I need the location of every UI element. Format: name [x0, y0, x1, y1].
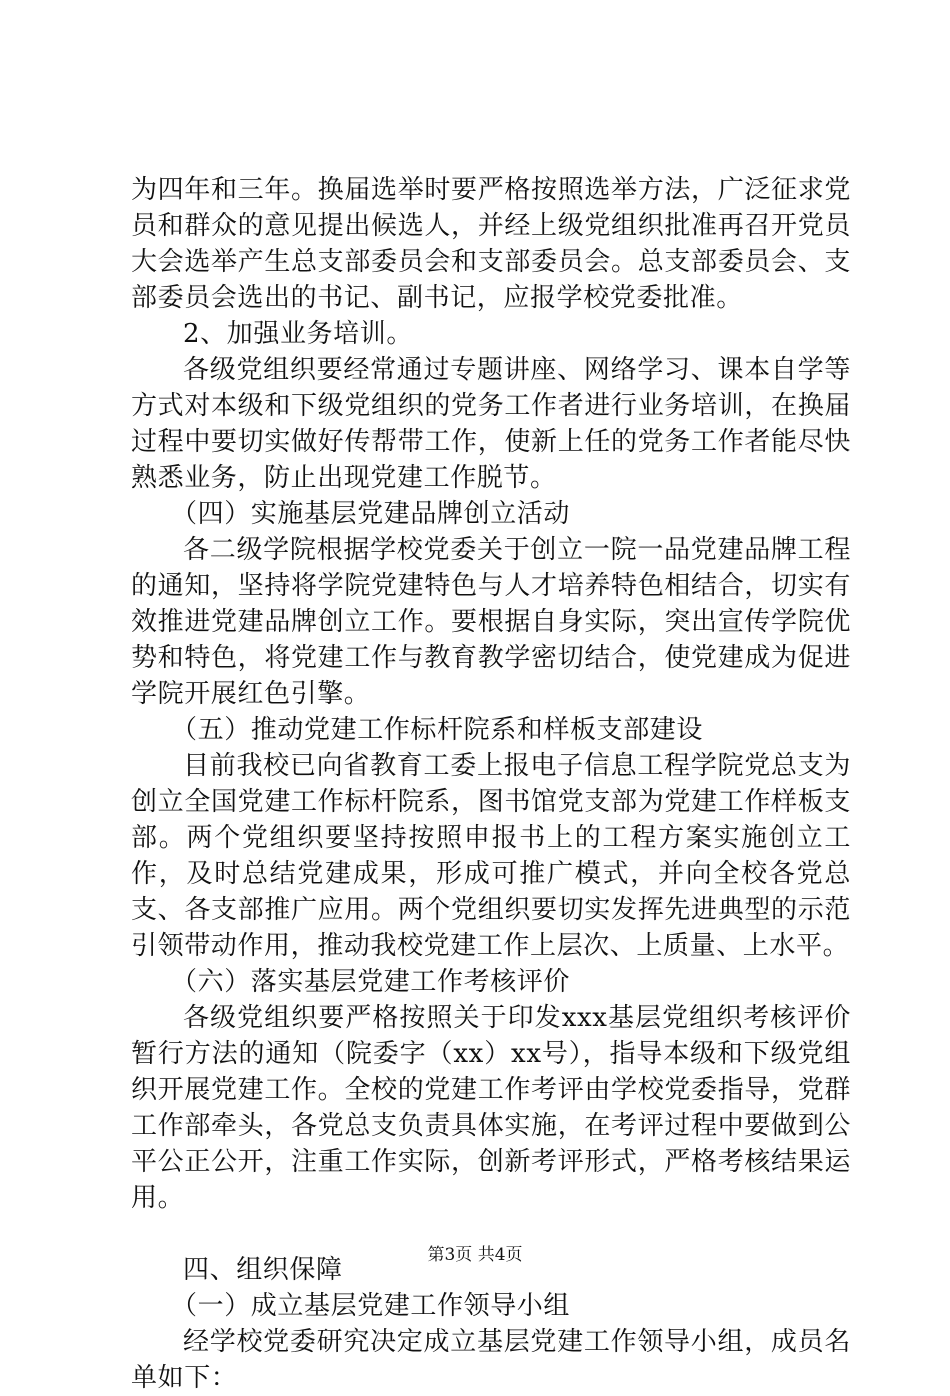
chapter-heading-organization: 四、组织保障 [183, 1255, 343, 1285]
paragraph-business-training: 各级党组织要经常通过专题讲座、网络学习、课本自学等方式对本级和下级党组织的党务工作者进行业务培训，在换届过程中要切实做好传帮带工作，使新上任的党务工作者能尽快熟悉业务，防止出现党建工作脱节。 [131, 355, 851, 493]
section-heading-5: （五）推动党建工作标杆院系和样板支部建设 [171, 715, 704, 745]
page-number-footer: 第3页 共4页 [427, 1245, 523, 1265]
section-heading-6: （六）落实基层党建工作考核评价 [171, 967, 571, 997]
subheading-business-training: 2、加强业务培训。 [183, 319, 413, 349]
paragraph-leading-group: 经学校党委研究决定成立基层党建工作领导小组，成员名单如下： [131, 1327, 851, 1393]
section-heading-leading-group: （一）成立基层党建工作领导小组 [171, 1291, 571, 1321]
document-body [131, 172, 851, 1396]
paragraph-assessment: 各级党组织要严格按照关于印发xxx基层党组织考核评价暂行方法的通知（院委字（xx）xx号），指导本级和下级党组织开展党建工作。全校的党建工作考评由学校党委指导，党群工作部牵头，各党总支负责具体实施，在考评过程中要做到公平公正公开，注重工作实际，创新考评形式，严格考核结果运用。 [131, 1003, 851, 1213]
paragraph-benchmark-building: 目前我校已向省教育工委上报电子信息工程学院党总支为创立全国党建工作标杆院系，图书馆党支部为党建工作样板支部。两个党组织要坚持按照申报书上的工程方案实施创立工作，及时总结党建成果，形成可推广模式，并向全校各党总支、各支部推广应用。两个党组织要切实发挥先进典型的示范引领带动作用，推动我校党建工作上层次、上质量、上水平。 [131, 751, 851, 961]
paragraph-election-continuation: 为四年和三年。换届选举时要严格按照选举方法，广泛征求党员和群众的意见提出候选人，并经上级党组织批准再召开党员大会选举产生总支部委员会和支部委员会。总支部委员会、支部委员会选出的书记、副书记，应报学校党委批准。 [131, 175, 851, 313]
paragraph-brand-activity: 各二级学院根据学校党委关于创立一院一品党建品牌工程的通知，坚持将学院党建特色与人才培养特色相结合，切实有效推进党建品牌创立工作。要根据自身实际，突出宣传学院优势和特色，将党建工作与教育教学密切结合，使党建成为促进学院开展红色引擎。 [131, 535, 851, 709]
section-heading-4: （四）实施基层党建品牌创立活动 [171, 499, 571, 529]
